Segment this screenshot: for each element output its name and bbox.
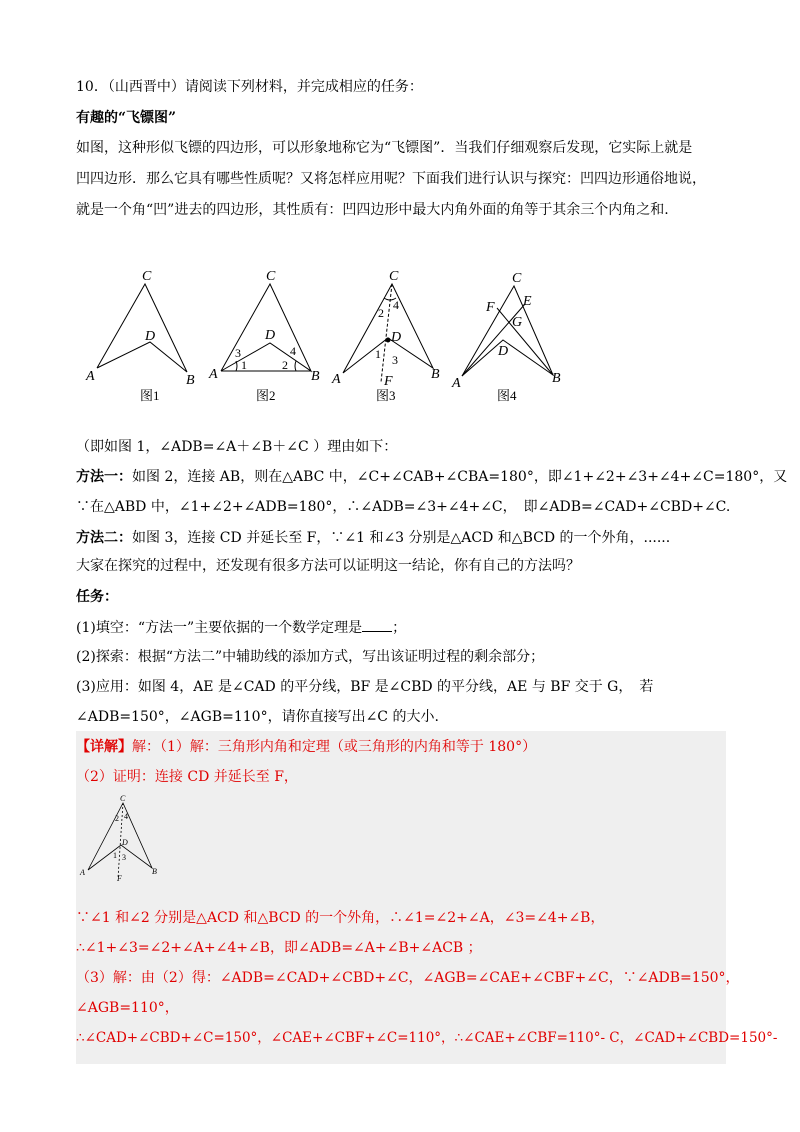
solution-line-3: ∵∠1 和∠2 分别是△ACD 和△BCD 的一个外角，∴∠1=∠2+∠A，∠3=∠4+∠B， <box>76 910 605 926</box>
fig3-label-A: A <box>332 372 341 387</box>
fig3-label-2: 2 <box>378 306 384 320</box>
small-label-D: D <box>122 838 128 847</box>
problem-header: 10．（山西晋中）请阅读下列材料，并完成相应的任务： <box>76 79 423 95</box>
fig4-label-E: E <box>523 294 532 309</box>
fig4-label-C: C <box>512 271 522 286</box>
solution-line-4: ∴∠1+∠3=∠2+∠A+∠4+∠B，即∠ADB=∠A+∠B+∠ACB ； <box>76 940 482 956</box>
fig1-label-B: B <box>186 373 195 388</box>
fig1-dart <box>97 284 187 372</box>
fig3-label-4: 4 <box>393 298 399 312</box>
fig4-label-B: B <box>552 371 561 386</box>
caption-fig3: 图3 <box>376 388 396 403</box>
fig4-label-G: G <box>512 315 523 330</box>
small-label-3: 3 <box>122 853 126 862</box>
fig4-label-A: A <box>452 376 461 391</box>
method1-label: 方法一： <box>76 469 132 485</box>
solution-part-2: （2）证明：连接 CD 并延长至 F， <box>76 769 298 785</box>
fig3-dart <box>343 284 433 373</box>
caption-fig2: 图2 <box>256 388 276 403</box>
method2-line-2: 大家在探究的过程中，还发现有很多方法可以证明这一结论，你有自己的方法吗？ <box>76 558 580 574</box>
task-1-suffix: ； <box>392 620 407 636</box>
solution-line-6: ∠AGB=110°， <box>76 1000 179 1016</box>
fig2-label-D: D <box>265 328 276 343</box>
task-1 <box>76 617 406 638</box>
solution-tag: 【详解】 <box>76 739 132 755</box>
fig2-label-C: C <box>266 269 276 284</box>
method1-line-1 <box>76 467 787 487</box>
fig3-label-3: 3 <box>392 353 398 367</box>
small-label-4: 4 <box>124 812 128 821</box>
method1-line-2: ∵在△ABD 中，∠1+∠2+∠ADB=180°，∴∠ADB=∠3+∠4+∠C， 即∠ADB=∠CAD+∠CBD+∠C. <box>76 499 731 515</box>
fig2-label-B: B <box>311 369 320 384</box>
small-label-B: B <box>152 867 157 876</box>
intro-line-3: 就是一个角“凹”进去的四边形，其性质有：凹四边形中最大内角外面的角等于其余三个内角之和. <box>76 202 669 218</box>
small-label-1: 1 <box>113 851 117 860</box>
intro-line-1: 如图，这种形似飞镖的四边形，可以形象地称它为“飞镖图”．当我们仔细观察后发现，它实际上就是 <box>76 140 693 156</box>
solution-line-5: （3）解：由（2）得：∠ADB=∠CAD+∠CBD+∠C，∠AGB=∠CAE+∠CBF+∠C，∵∠ADB=150°， <box>76 970 740 986</box>
solution-part-1: 解：（1）解：三角形内角和定理（或三角形的内角和等于 180°） <box>132 739 537 755</box>
intro-line-2: 凹四边形．那么它具有哪些性质呢？又将怎样应用呢？下面我们进行认识与探究：凹四边形通俗地说， <box>76 171 706 187</box>
fig3-label-B: B <box>431 367 440 382</box>
fig3-label-D: D <box>391 330 402 345</box>
fig2-label-A: A <box>209 367 218 382</box>
fig4-dart <box>462 286 553 376</box>
fig2-label-2: 2 <box>282 358 288 372</box>
fig2-label-1: 1 <box>241 358 247 372</box>
solution-figure <box>78 793 168 883</box>
method2-text-1: 如图 3，连接 CD 并延长至 F，∵∠1 和∠3 分别是△ACD 和△BCD 的一个外角，...... <box>132 530 671 546</box>
dart-figures <box>0 262 800 422</box>
task-1-blank <box>362 617 392 632</box>
solution-line-1 <box>76 737 536 757</box>
fig2-label-3: 3 <box>235 346 241 360</box>
fig4-label-F: F <box>486 300 495 315</box>
fig2-label-4: 4 <box>290 344 296 358</box>
problem-title: 有趣的“飞镖图” <box>76 110 177 126</box>
fig4-label-D: D <box>498 344 509 359</box>
method2-label: 方法二： <box>76 530 132 546</box>
note-line: （即如图 1，∠ADB=∠A＋∠B＋∠C ）理由如下： <box>76 439 398 455</box>
solution-line-7: ∴∠CAD+∠CBD+∠C=150°，∠CAE+∠CBF+∠C=110°，∴∠CAE+∠CBF=110°- C，∠CAD+∠CBD=150°- <box>76 1030 778 1046</box>
small-label-2: 2 <box>115 814 119 823</box>
fig1-label-A: A <box>86 369 95 384</box>
task-2: (2)探索：根据“方法二”中辅助线的添加方式，写出该证明过程的剩余部分； <box>76 649 545 665</box>
method2-line-1 <box>76 528 670 548</box>
fig3-label-C: C <box>389 269 399 284</box>
caption-fig4: 图4 <box>497 388 517 403</box>
small-label-A: A <box>80 868 85 877</box>
small-label-C: C <box>120 794 126 803</box>
caption-fig1: 图1 <box>140 388 160 403</box>
task-3-line-1: (3)应用：如图 4，AE 是∠CAD 的平分线，BF 是∠CBD 的平分线，AE 与 BF 交于 G， 若 <box>76 679 654 695</box>
fig1-label-C: C <box>142 269 152 284</box>
method1-text-1: 如图 2，连接 AB，则在△ABC 中，∠C+∠CAB+∠CBA=180°，即∠1+∠2+∠3+∠4+∠C=180°，又 <box>132 469 788 485</box>
small-label-F: F <box>117 874 122 883</box>
task-1-prefix: (1)填空：“方法一”主要依据的一个数学定理是 <box>76 620 363 636</box>
tasks-label: 任务： <box>76 589 118 605</box>
fig3-label-F: F <box>384 374 393 389</box>
fig1-label-D: D <box>145 329 156 344</box>
fig3-label-1: 1 <box>375 347 381 361</box>
task-3-line-2: ∠ADB=150°，∠AGB=110°，请你直接写出∠C 的大小. <box>76 709 439 725</box>
